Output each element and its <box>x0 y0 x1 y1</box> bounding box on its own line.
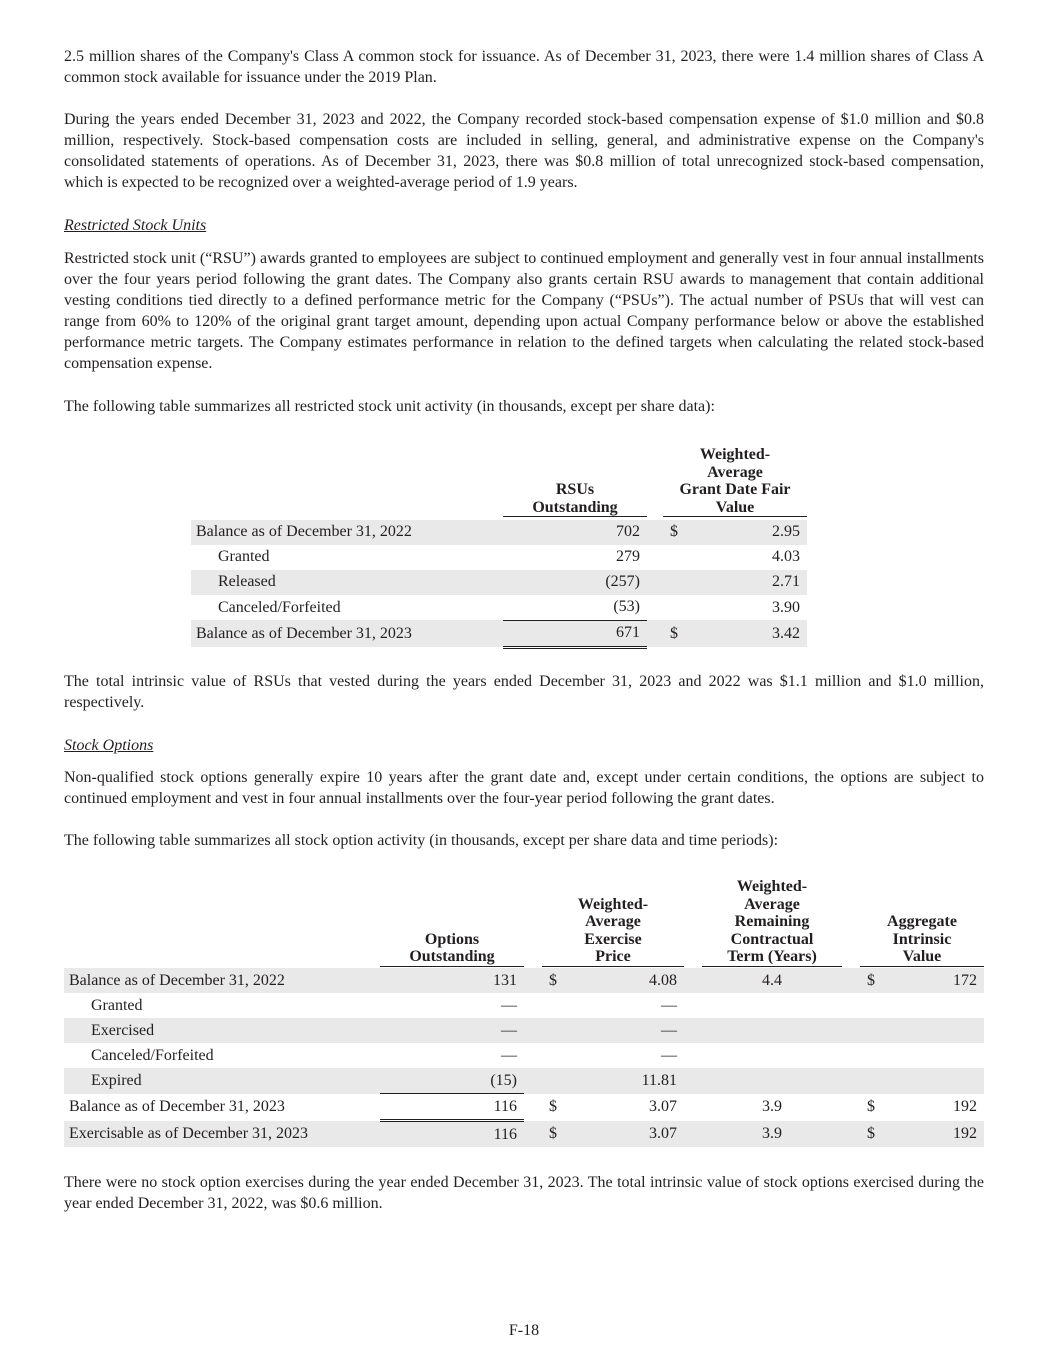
table-row: Canceled/Forfeited — — <box>91 1046 677 1064</box>
paragraph-rsu-intrinsic-value: The total intrinsic value of RSUs that vested during the years ended December 31, 2023 and 2022 was $1.1 million and $1.0 million, respectively. <box>64 673 984 711</box>
rsu-header-grant-date-fair-value: Weighted- Average Grant Date Fair Value <box>663 446 807 517</box>
heading-restricted-stock-units: Restricted Stock Units <box>64 217 207 234</box>
page-number: F-18 <box>508 1322 540 1339</box>
paragraph-plan-shares: 2.5 million shares of the Company's Class A common stock for issuance. As of December 31, 2023, there were 1.4 million shares of Class A common stock available for issuance under the 2019 Plan. <box>64 48 984 86</box>
table-row: Balance as of December 31, 2022 702 $ 2.95 <box>191 520 807 545</box>
table-row: Released (257) 2.71 <box>191 570 807 595</box>
table-row: Exercisable as of December 31, 2023 116 $ 3.07 3.9 $ 192 <box>64 1121 984 1148</box>
table-row: Granted — — <box>91 996 677 1014</box>
heading-stock-options: Stock Options <box>64 737 154 754</box>
stock-options-table <box>64 878 984 1147</box>
table-row: Canceled/Forfeited (53) 3.90 <box>191 595 807 621</box>
paragraph-options-table-intro: The following table summarizes all stock option activity (in thousands, except per share data and time periods): <box>64 832 779 849</box>
table-row: Granted 279 4.03 <box>218 548 800 566</box>
rsu-activity-table <box>191 446 807 649</box>
table-row: Balance as of December 31, 2022 131 $ 4.08 4.4 $ 172 <box>64 968 984 993</box>
paragraph-no-exercises: There were no stock option exercises during the year ended December 31, 2023. The total intrinsic value of stock options exercised during the year ended December 31, 2022, was $0.6 million. <box>64 1174 984 1212</box>
table-row: Balance as of December 31, 2023 116 $ 3.07 3.9 $ 192 <box>64 1094 984 1121</box>
table-row: Balance as of December 31, 2023 671 $ 3.42 <box>191 620 807 647</box>
options-header-exercise-price: Weighted- Average Exercise Price <box>542 878 684 966</box>
table-row: Exercised — — <box>64 1018 984 1043</box>
rsu-header-rsus-outstanding: RSUs Outstanding <box>503 446 647 517</box>
paragraph-compensation-expense: During the years ended December 31, 2023 and 2022, the Company recorded stock-based compensation expense of $1.0 million and $0.8 million, respectively. Stock-based compensation costs are included in selling, general, and administrative expense on the Company's consolidated statements of operations. As of December 31, 2023, there was $0.8 million of total unrecognized stock-based compensation, which is expected to be recognized over a weighted-average period of 1.9 years. <box>64 111 984 191</box>
options-table-header <box>64 878 984 966</box>
rsu-table-header <box>191 446 807 517</box>
options-header-outstanding: Options Outstanding <box>380 878 524 966</box>
options-header-intrinsic-value: Aggregate Intrinsic Value <box>860 878 984 966</box>
paragraph-options-description: Non-qualified stock options generally expire 10 years after the grant date and, except under certain conditions, the options are subject to continued employment and vest in four annual installments over the four-year period following the grant dates. <box>64 769 984 807</box>
paragraph-rsu-description: Restricted stock unit (“RSU”) awards granted to employees are subject to continued employment and generally vest in four annual installments over the four years period following the grant dates. The Company also grants certain RSU awards to management that contain additional vesting conditions tied directly to a defined performance metric for the Company (“PSUs”). The actual number of PSUs that will vest can range from 60% to 120% of the original grant target amount, depending upon actual Company performance below or above the established performance metric targets. The Company estimates performance in relation to the defined targets when calculating the related stock-based compensation expense. <box>64 250 984 372</box>
table-row: Expired (15) 11.81 <box>64 1068 984 1094</box>
options-header-contractual-term: Weighted- Average Remaining Contractual Term (Years) <box>702 878 842 966</box>
paragraph-rsu-table-intro: The following table summarizes all restricted stock unit activity (in thousands, except per share data): <box>64 398 715 415</box>
